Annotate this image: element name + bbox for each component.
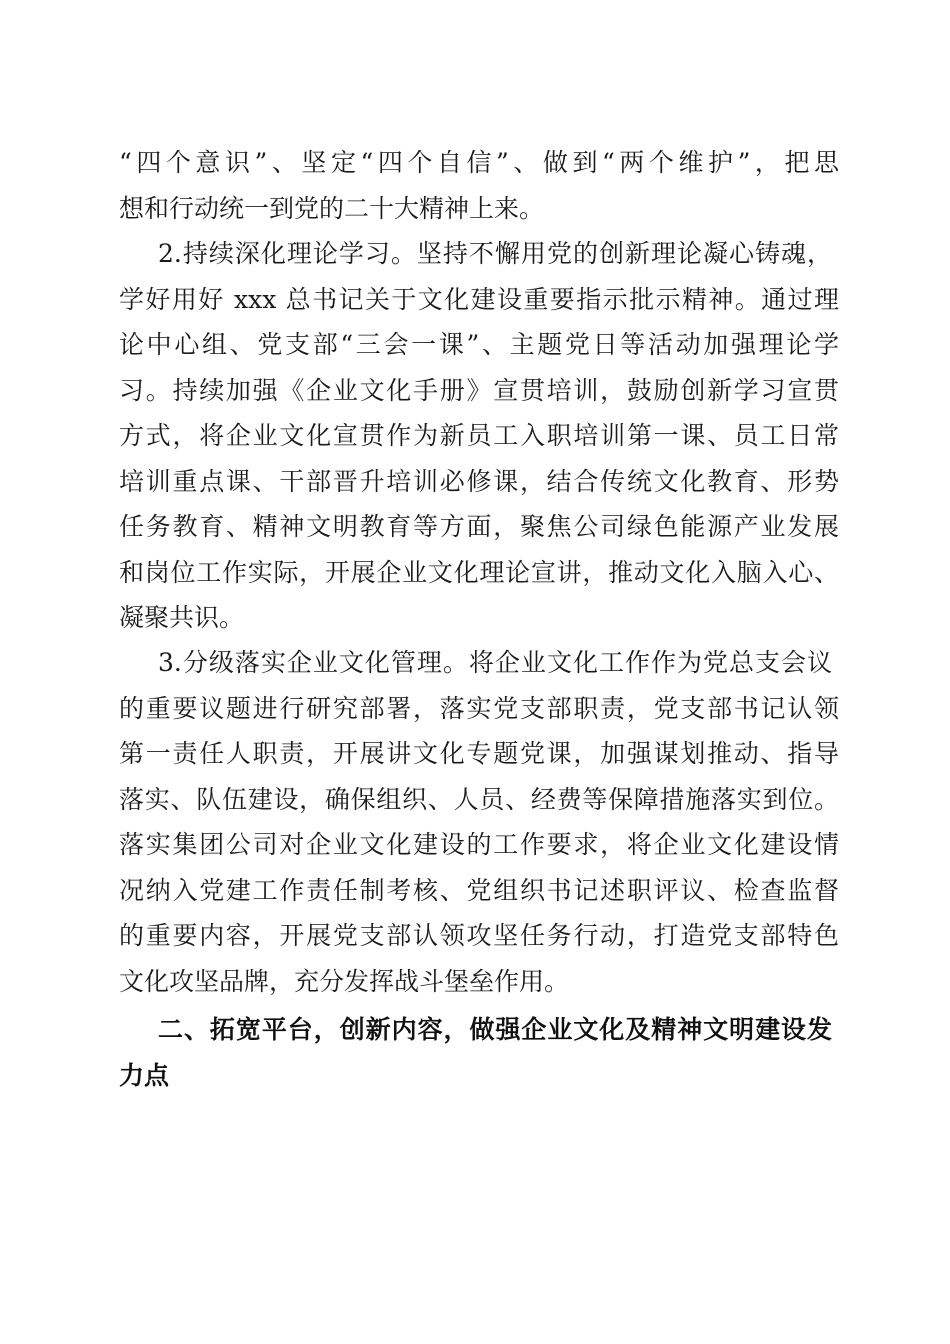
paragraph-line: 第一责任人职责，开展讲文化专题党课，加强谋划推动、指导 [119, 739, 839, 768]
section-heading: 二、拓宽平台，创新内容，做强企业文化及精神文明建设发 [158, 1015, 832, 1044]
paragraph-line: 落实集团公司对企业文化建设的工作要求，将企业文化建设情 [119, 830, 839, 859]
paragraph-line: 的重要内容，开展党支部认领攻坚任务行动，打造党支部特色 [119, 921, 839, 950]
paragraph-line: 习。持续加强《企业文化手册》宣贯培训，鼓励创新学习宣贯 [119, 376, 839, 405]
paragraph-line: 想和行动统一到党的二十大精神上来。 [119, 194, 545, 223]
paragraph-line: 3.分级落实企业文化管理。将企业文化工作作为党总支会议 [158, 648, 832, 677]
paragraph-line: 况纳入党建工作责任制考核、党组织书记述职评议、检查监督 [119, 876, 839, 905]
paragraph-line: “四个意识”、坚定“四个自信”、做到“两个维护”，把思 [119, 148, 839, 177]
paragraph-line: 论中心组、党支部“三会一课”、主题党日等活动加强理论学 [119, 330, 839, 359]
paragraph-line: 文化攻坚品牌，充分发挥战斗堡垒作用。 [119, 967, 570, 996]
section-heading: 力点 [119, 1061, 170, 1090]
paragraph-line: 和岗位工作实际，开展企业文化理论宣讲，推动文化入脑入心、 [119, 558, 839, 587]
paragraph-line: 培训重点课、干部晋升培训必修课，结合传统文化教育、形势 [119, 467, 839, 496]
paragraph-line: 落实、队伍建设，确保组织、人员、经费等保障措施落实到位。 [119, 785, 839, 814]
paragraph-line: 的重要议题进行研究部署，落实党支部职责，党支部书记认领 [119, 694, 839, 723]
paragraph-line: 方式，将企业文化宣贯作为新员工入职培训第一课、员工日常 [119, 421, 839, 450]
paragraph-line: 2.持续深化理论学习。坚持不懈用党的创新理论凝心铸魂， [158, 239, 832, 268]
paragraph-line: 学好用好 xxx 总书记关于文化建设重要指示批示精神。通过理 [119, 285, 839, 314]
paragraph-line: 任务教育、精神文明教育等方面，聚焦公司绿色能源产业发展 [119, 512, 839, 541]
paragraph-line: 凝聚共识。 [119, 603, 245, 632]
